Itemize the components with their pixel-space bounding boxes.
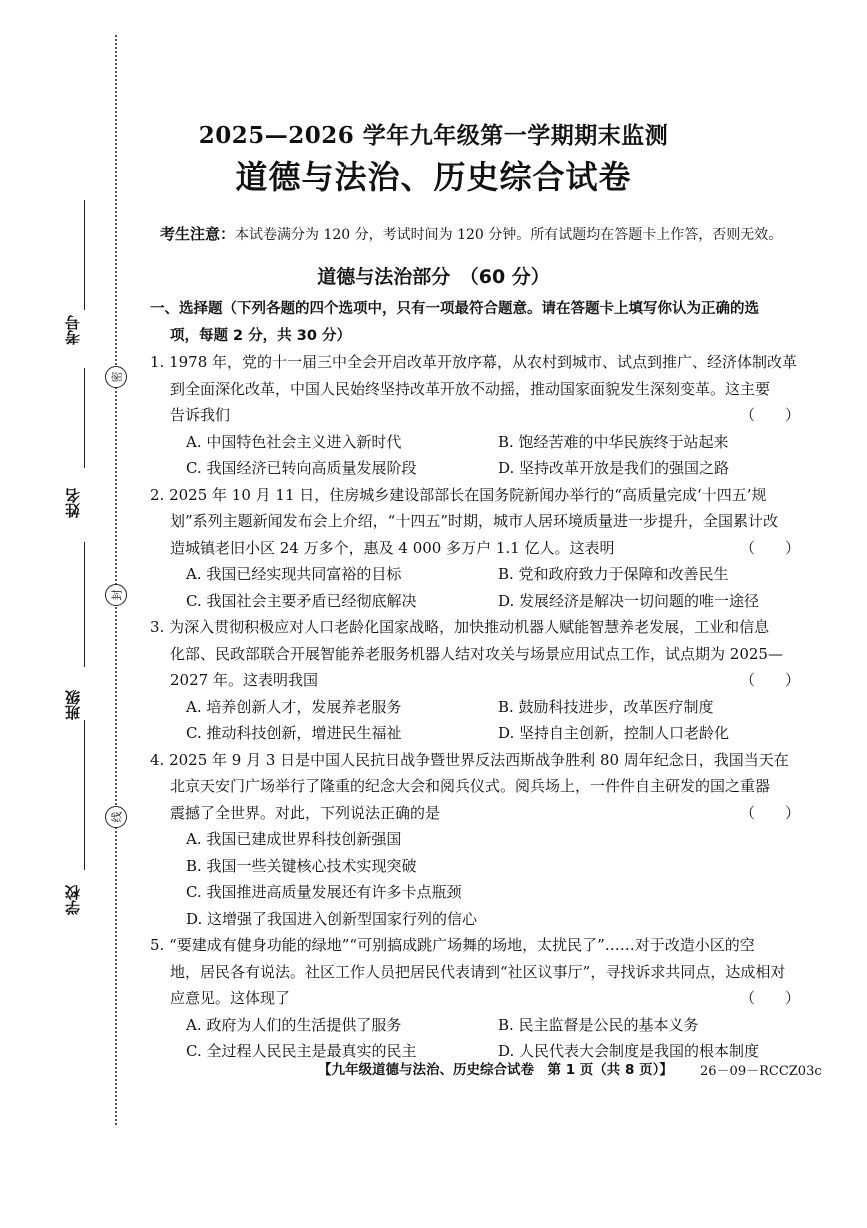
question-5-line: 5. “要建成有健身功能的绿地”“可别搞成跳广场舞的场地，太扰民了”……对于改造小区的空 — [150, 936, 755, 954]
notice-label: 考生注意： — [160, 225, 236, 243]
candidate-notice — [160, 223, 810, 244]
question-2-stem-end — [150, 535, 810, 562]
question-5-line: 应意见。这体现了 — [170, 989, 291, 1007]
exam-no-underline — [84, 200, 85, 310]
option-a: A. 我国已经实现共同富裕的目标 — [186, 565, 402, 583]
class-label: 班级 — [64, 690, 82, 720]
question-5-options — [150, 1012, 810, 1039]
question-1-options — [150, 455, 810, 482]
question-1-stem-end — [150, 402, 810, 429]
answer-blank: （ ） — [739, 538, 800, 557]
question-3-line: 3. 为深入贯彻积极应对人口老龄化国家战略，加快推动机器人赋能智慧养老发展，工业和信息 — [150, 618, 770, 636]
seal-mark-mi: 密 — [105, 366, 127, 388]
name-underline — [84, 368, 85, 468]
question-4-line: 震撼了全世界。对此，下列说法正确的是 — [170, 803, 441, 822]
question-3-line: 2027 年。这表明我国 — [170, 671, 318, 689]
section-title: 道德与法治部分 （60 分） — [317, 266, 550, 288]
option-a: A. 政府为人们的生活提供了服务 — [186, 1015, 402, 1034]
option-b: B. 鼓励科技进步，改革医疗制度 — [498, 697, 714, 716]
question-3-options — [150, 694, 810, 721]
option-c: C. 我国经济已转向高质量发展阶段 — [186, 459, 417, 477]
question-3-stem-end — [150, 667, 810, 694]
answer-blank: （ ） — [739, 803, 800, 822]
option-b: B. 民主监督是公民的基本义务 — [498, 1015, 699, 1034]
school-label: 学校 — [64, 885, 82, 915]
seal-mark-feng: 封 — [105, 584, 127, 606]
option-d: D. 这增强了我国进入创新型国家行列的信心 — [186, 909, 478, 928]
question-1-line: 到全面深化改革，中国人民始终坚持改革开放不动摇，推动国家面貌发生深刻变革。这主要 — [170, 379, 771, 398]
question-2-options — [150, 561, 810, 588]
binding-dotted-line — [115, 35, 117, 1125]
option-c: C. 我国社会主要矛盾已经彻底解决 — [186, 591, 417, 610]
question-3-options — [150, 720, 810, 747]
page-footer: 【九年级道德与法治、历史综合试卷 第 1 页（共 8 页）】 — [318, 1062, 673, 1078]
question-area — [150, 296, 810, 1065]
question-4-line: 4. 2025 年 9 月 3 日是中国人民抗日战争暨世界反法西斯战争胜利 80 周年纪念日，我国当天在 — [150, 750, 789, 769]
option-b: B. 饱经苦难的中华民族终于站起来 — [498, 432, 729, 451]
exam-title-line1: 2025—2026 学年九年级第一学期期末监测 — [198, 122, 669, 149]
instruction-line: 一、选择题（下列各题的四个选项中，只有一项最符合题意。请在答题卡上填写你认为正确的选 — [150, 301, 759, 317]
question-2-line: 划”系列主题新闻发布会上介绍，“十四五”时期，城市人居环境质量进一步提升，全国累计改 — [170, 512, 779, 530]
question-4-line: 北京天安门广场举行了隆重的纪念大会和阅兵仪式。阅兵场上，一件件自主研发的国之重器 — [170, 777, 771, 795]
paper-code: 26－09－RCCZ03c — [700, 1064, 822, 1079]
answer-blank: （ ） — [739, 406, 800, 424]
seal-mark-xian: 线 — [105, 806, 127, 828]
exam-title-line2: 道德与法治、历史综合试卷 — [235, 158, 632, 196]
question-4-stem-end — [150, 800, 810, 827]
answer-blank: （ ） — [739, 671, 800, 689]
school-underline — [84, 720, 85, 870]
option-c: C. 我国推进高质量发展还有许多卡点瓶颈 — [186, 883, 462, 901]
option-c: C. 全过程人民民主是最真实的民主 — [186, 1042, 417, 1060]
question-1-line: 1. 1978 年，党的十一届三中全会开启改革开放序幕，从农村到城市、试点到推广、经济体制改革 — [150, 353, 798, 371]
question-3-line: 化部、民政部联合开展智能养老服务机器人结对攻关与场景应用试点工作，试点期为 2025— — [170, 644, 783, 663]
option-d: D. 坚持自主创新，控制人口老龄化 — [498, 724, 730, 742]
answer-blank: （ ） — [739, 989, 800, 1007]
option-a: A. 培养创新人才，发展养老服务 — [186, 697, 402, 716]
question-2-options — [150, 588, 810, 615]
option-d: D. 人民代表大会制度是我国的根本制度 — [498, 1042, 760, 1060]
option-b: B. 党和政府致力于保障和改善民生 — [498, 565, 729, 583]
option-d: D. 发展经济是解决一切问题的唯一途径 — [498, 591, 760, 610]
option-b: B. 我国一些关键核心技术实现突破 — [186, 856, 417, 875]
instruction-line: 项，每题 2 分，共 30 分） — [170, 327, 351, 344]
question-1-options — [150, 429, 810, 456]
option-a: A. 我国已建成世界科技创新强国 — [186, 830, 402, 848]
question-2-line: 2. 2025 年 10 月 11 日，住房城乡建设部部长在国务院新闻办举行的“高质量完成‘十四五’规 — [150, 485, 767, 504]
question-2-line: 造城镇老旧小区 24 万多个，惠及 4 000 多万户 1.1 亿人。这表明 — [170, 538, 615, 557]
option-d: D. 坚持改革开放是我们的强国之路 — [498, 459, 730, 477]
question-5-stem-end — [150, 985, 810, 1012]
question-1-line: 告诉我们 — [170, 406, 231, 424]
question-5-line: 地，居民各有说法。社区工作人员把居民代表请到“社区议事厅”，寻找诉求共同点，达成相对 — [170, 962, 786, 981]
option-c: C. 推动科技创新，增进民生福祉 — [186, 724, 402, 742]
notice-text: 本试卷满分为 120 分，考试时间为 120 分钟。所有试题均在答题卡上作答，否则无效。 — [235, 227, 783, 243]
class-underline — [84, 542, 85, 667]
exam-no-label: 考号 — [64, 315, 82, 345]
option-a: A. 中国特色社会主义进入新时代 — [186, 432, 402, 451]
name-label: 姓名 — [64, 488, 82, 518]
